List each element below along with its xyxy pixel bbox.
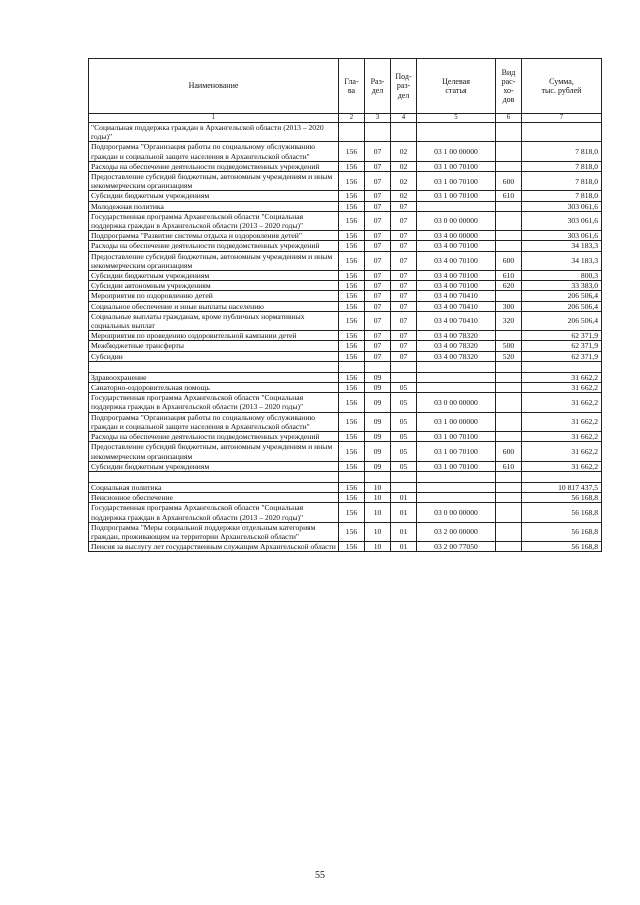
cell-sum: 31 662,2	[522, 393, 602, 412]
cell-razdel: 07	[365, 331, 391, 341]
cell-podrazdel: 01	[391, 542, 417, 552]
cell-target-article: 03 1 00 70100	[417, 161, 496, 171]
column-number: 1	[89, 114, 339, 123]
cell-name: Расходы на обеспечение деятельности подведомственных учреждений	[89, 432, 339, 442]
cell-razdel: 07	[365, 351, 391, 361]
table-row	[89, 281, 602, 291]
cell-podrazdel: 05	[391, 442, 417, 461]
cell-glava: 156	[339, 211, 365, 230]
cell-razdel: 07	[365, 311, 391, 330]
cell-glava: 156	[339, 142, 365, 161]
cell-name: Межбюджетные трансферты	[89, 341, 339, 351]
cell-podrazdel: 07	[391, 251, 417, 270]
cell-sum: 31 662,2	[522, 383, 602, 393]
blank-row	[89, 471, 602, 482]
cell-glava: 156	[339, 311, 365, 330]
cell-sum: 7 818,0	[522, 172, 602, 191]
cell-podrazdel: 07	[391, 301, 417, 311]
cell-expense-type	[496, 142, 522, 161]
column-number: 5	[417, 114, 496, 123]
cell-expense-type	[496, 361, 522, 372]
cell-name: "Социальная поддержка граждан в Архангельской области (2013 – 2020 годы)"	[89, 123, 339, 142]
table-row	[89, 301, 602, 311]
cell-razdel: 07	[365, 172, 391, 191]
cell-podrazdel: 07	[391, 331, 417, 341]
cell-target-article	[417, 123, 496, 142]
cell-target-article: 03 1 00 70100	[417, 172, 496, 191]
table-row	[89, 231, 602, 241]
cell-expense-type	[496, 161, 522, 171]
cell-podrazdel: 05	[391, 393, 417, 412]
cell-glava: 156	[339, 461, 365, 471]
cell-razdel: 07	[365, 231, 391, 241]
cell-sum: 303 061,6	[522, 211, 602, 230]
cell-name: Социальные выплаты гражданам, кроме публичных нормативных социальных выплат	[89, 311, 339, 330]
cell-razdel: 09	[365, 393, 391, 412]
table-row	[89, 383, 602, 393]
cell-sum: 31 662,2	[522, 461, 602, 471]
cell-razdel: 09	[365, 412, 391, 431]
cell-target-article: 03 0 00 00000	[417, 503, 496, 522]
cell-name: Предоставление субсидий бюджетным, автономным учреждениям и иным некоммерческим организациям	[89, 442, 339, 461]
cell-glava: 156	[339, 393, 365, 412]
table-row	[89, 482, 602, 492]
table-row	[89, 201, 602, 211]
table-row	[89, 211, 602, 230]
cell-glava: 156	[339, 522, 365, 541]
cell-razdel: 07	[365, 201, 391, 211]
cell-glava: 156	[339, 191, 365, 201]
cell-target-article	[417, 493, 496, 503]
cell-name: Подпрограмма "Меры социальной поддержки отдельным категориям граждан, проживающим на территории Архангельской области"	[89, 522, 339, 541]
cell-podrazdel: 07	[391, 311, 417, 330]
cell-sum: 31 662,2	[522, 432, 602, 442]
cell-glava	[339, 123, 365, 142]
cell-target-article: 03 1 00 70100	[417, 191, 496, 201]
cell-name: Государственная программа Архангельской области "Социальная поддержка граждан в Архангельской области (2013 – 2020 годы)"	[89, 503, 339, 522]
table-row	[89, 123, 602, 142]
cell-name: Пенсионное обеспечение	[89, 493, 339, 503]
cell-razdel: 10	[365, 493, 391, 503]
cell-glava: 156	[339, 372, 365, 382]
cell-podrazdel	[391, 471, 417, 482]
cell-target-article: 03 1 00 70100	[417, 432, 496, 442]
cell-glava: 156	[339, 542, 365, 552]
cell-expense-type: 620	[496, 281, 522, 291]
cell-sum: 10 817 437,5	[522, 482, 602, 492]
cell-razdel: 10	[365, 482, 391, 492]
cell-name: Расходы на обеспечение деятельности подведомственных учреждений	[89, 241, 339, 251]
cell-sum: 800,3	[522, 271, 602, 281]
cell-expense-type: 600	[496, 442, 522, 461]
header-razdel: Раз- дел	[365, 59, 391, 114]
cell-expense-type: 320	[496, 311, 522, 330]
cell-glava: 156	[339, 412, 365, 431]
cell-expense-type	[496, 201, 522, 211]
cell-glava: 156	[339, 442, 365, 461]
cell-name	[89, 471, 339, 482]
cell-target-article: 03 0 00 00000	[417, 211, 496, 230]
cell-glava: 156	[339, 281, 365, 291]
cell-name: Субсидии	[89, 351, 339, 361]
cell-glava: 156	[339, 301, 365, 311]
cell-podrazdel: 02	[391, 161, 417, 171]
cell-expense-type	[496, 471, 522, 482]
cell-expense-type: 500	[496, 341, 522, 351]
cell-razdel: 07	[365, 271, 391, 281]
cell-expense-type: 610	[496, 191, 522, 201]
cell-expense-type	[496, 393, 522, 412]
table-row	[89, 172, 602, 191]
table-row	[89, 241, 602, 251]
cell-razdel: 07	[365, 161, 391, 171]
cell-target-article: 03 1 00 00000	[417, 412, 496, 431]
cell-glava: 156	[339, 482, 365, 492]
cell-podrazdel: 07	[391, 341, 417, 351]
cell-name: Субсидии автономным учреждениям	[89, 281, 339, 291]
cell-razdel: 09	[365, 432, 391, 442]
header-podrazdel: Под- раз- дел	[391, 59, 417, 114]
cell-target-article: 03 2 00 00000	[417, 522, 496, 541]
cell-name: Социальное обеспечение и иные выплаты населению	[89, 301, 339, 311]
cell-podrazdel: 02	[391, 191, 417, 201]
cell-podrazdel: 05	[391, 461, 417, 471]
cell-podrazdel: 01	[391, 503, 417, 522]
column-number: 4	[391, 114, 417, 123]
column-number: 3	[365, 114, 391, 123]
cell-razdel: 10	[365, 503, 391, 522]
table-row	[89, 161, 602, 171]
cell-name: Государственная программа Архангельской области "Социальная поддержка граждан в Архангельской области (2013 – 2020 годы)"	[89, 393, 339, 412]
column-number: 2	[339, 114, 365, 123]
cell-podrazdel	[391, 123, 417, 142]
table-row	[89, 341, 602, 351]
cell-razdel: 07	[365, 301, 391, 311]
cell-target-article: 03 1 00 70100	[417, 461, 496, 471]
cell-target-article: 03 1 00 00000	[417, 142, 496, 161]
cell-razdel: 07	[365, 211, 391, 230]
cell-glava: 156	[339, 161, 365, 171]
cell-razdel: 09	[365, 461, 391, 471]
cell-razdel	[365, 123, 391, 142]
cell-sum: 34 183,3	[522, 251, 602, 270]
cell-sum: 56 168,8	[522, 493, 602, 503]
cell-name: Подпрограмма "Организация работы по социальному обслуживанию граждан и социальной защите населения в Архангельской области"	[89, 412, 339, 431]
cell-name: Здравоохранение	[89, 372, 339, 382]
cell-glava: 156	[339, 271, 365, 281]
table-row	[89, 503, 602, 522]
cell-sum: 34 183,3	[522, 241, 602, 251]
cell-target-article	[417, 383, 496, 393]
cell-podrazdel: 05	[391, 412, 417, 431]
cell-podrazdel: 07	[391, 231, 417, 241]
cell-target-article	[417, 482, 496, 492]
cell-podrazdel: 05	[391, 383, 417, 393]
table-row	[89, 351, 602, 361]
cell-target-article: 03 4 00 00000	[417, 231, 496, 241]
header-expense-type: Вид рас- хо- дов	[496, 59, 522, 114]
cell-expense-type: 520	[496, 351, 522, 361]
cell-target-article: 03 4 00 70100	[417, 251, 496, 270]
table-row	[89, 493, 602, 503]
column-number-row	[89, 114, 602, 123]
cell-podrazdel: 07	[391, 281, 417, 291]
cell-glava	[339, 471, 365, 482]
header-glava: Гла- ва	[339, 59, 365, 114]
cell-glava: 156	[339, 201, 365, 211]
cell-expense-type	[496, 493, 522, 503]
cell-glava: 156	[339, 241, 365, 251]
table-row	[89, 372, 602, 382]
cell-podrazdel: 01	[391, 522, 417, 541]
cell-expense-type	[496, 432, 522, 442]
cell-target-article: 03 4 00 78320	[417, 341, 496, 351]
cell-sum: 62 371,9	[522, 351, 602, 361]
table-row	[89, 291, 602, 301]
cell-razdel: 07	[365, 251, 391, 270]
cell-sum: 303 061,6	[522, 231, 602, 241]
cell-expense-type: 610	[496, 271, 522, 281]
cell-expense-type	[496, 542, 522, 552]
cell-target-article: 03 1 00 70100	[417, 442, 496, 461]
cell-podrazdel: 07	[391, 271, 417, 281]
cell-target-article: 03 4 00 70100	[417, 241, 496, 251]
cell-target-article: 03 4 00 70410	[417, 301, 496, 311]
cell-target-article	[417, 201, 496, 211]
cell-sum: 56 168,8	[522, 542, 602, 552]
cell-expense-type	[496, 241, 522, 251]
column-number: 7	[522, 114, 602, 123]
cell-glava: 156	[339, 493, 365, 503]
column-number: 6	[496, 114, 522, 123]
cell-expense-type	[496, 331, 522, 341]
cell-razdel: 09	[365, 442, 391, 461]
cell-podrazdel: 05	[391, 432, 417, 442]
cell-razdel: 07	[365, 191, 391, 201]
cell-razdel: 10	[365, 542, 391, 552]
cell-target-article	[417, 361, 496, 372]
cell-name: Санаторно-оздоровительная помощь	[89, 383, 339, 393]
table-row	[89, 271, 602, 281]
cell-name: Предоставление субсидий бюджетным, автономным учреждениям и иным некоммерческим организациям	[89, 251, 339, 270]
cell-razdel: 09	[365, 372, 391, 382]
cell-expense-type	[496, 291, 522, 301]
cell-name: Субсидии бюджетным учреждениям	[89, 461, 339, 471]
header-name: Наименование	[89, 59, 339, 114]
cell-razdel: 07	[365, 341, 391, 351]
cell-sum: 62 371,9	[522, 331, 602, 341]
cell-sum	[522, 361, 602, 372]
header-target-article: Целевая статья	[417, 59, 496, 114]
cell-podrazdel: 01	[391, 493, 417, 503]
cell-glava: 156	[339, 503, 365, 522]
cell-expense-type	[496, 482, 522, 492]
cell-name: Государственная программа Архангельской области "Социальная поддержка граждан в Архангельской области (2013 – 2020 годы)"	[89, 211, 339, 230]
cell-target-article: 03 4 00 70410	[417, 311, 496, 330]
cell-sum: 7 818,0	[522, 161, 602, 171]
cell-name	[89, 361, 339, 372]
cell-sum	[522, 471, 602, 482]
cell-expense-type	[496, 503, 522, 522]
cell-name: Молодежная политика	[89, 201, 339, 211]
cell-name: Пенсия за выслугу лет государственным служащим Архангельской области	[89, 542, 339, 552]
table-row	[89, 542, 602, 552]
cell-razdel: 07	[365, 291, 391, 301]
table-row	[89, 412, 602, 431]
table-row	[89, 251, 602, 270]
table-header-row	[89, 59, 602, 114]
header-sum: Сумма, тыс. рублей	[522, 59, 602, 114]
cell-podrazdel: 02	[391, 142, 417, 161]
cell-sum: 33 383,0	[522, 281, 602, 291]
cell-target-article	[417, 372, 496, 382]
cell-sum: 31 662,2	[522, 442, 602, 461]
cell-podrazdel	[391, 482, 417, 492]
cell-podrazdel: 07	[391, 241, 417, 251]
cell-name: Субсидии бюджетным учреждениям	[89, 271, 339, 281]
cell-razdel	[365, 471, 391, 482]
cell-target-article: 03 4 00 70410	[417, 291, 496, 301]
cell-name: Расходы на обеспечение деятельности подведомственных учреждений	[89, 161, 339, 171]
cell-name: Социальная политика	[89, 482, 339, 492]
cell-name: Предоставление субсидий бюджетным, автономным учреждениям и иным некоммерческим организациям	[89, 172, 339, 191]
table-row	[89, 331, 602, 341]
cell-podrazdel	[391, 372, 417, 382]
cell-target-article: 03 4 00 78320	[417, 351, 496, 361]
cell-expense-type	[496, 522, 522, 541]
cell-podrazdel: 07	[391, 201, 417, 211]
cell-podrazdel: 07	[391, 291, 417, 301]
cell-expense-type	[496, 383, 522, 393]
cell-razdel	[365, 361, 391, 372]
cell-glava	[339, 361, 365, 372]
cell-target-article: 03 4 00 78320	[417, 331, 496, 341]
cell-sum: 31 662,2	[522, 372, 602, 382]
cell-expense-type	[496, 211, 522, 230]
table-row	[89, 191, 602, 201]
cell-name: Мероприятия по проведению оздоровительной кампании детей	[89, 331, 339, 341]
table-row	[89, 442, 602, 461]
cell-expense-type: 610	[496, 461, 522, 471]
cell-expense-type: 300	[496, 301, 522, 311]
cell-sum: 7 818,0	[522, 142, 602, 161]
cell-target-article	[417, 471, 496, 482]
cell-expense-type	[496, 412, 522, 431]
cell-glava: 156	[339, 231, 365, 241]
cell-expense-type: 600	[496, 172, 522, 191]
table-row	[89, 432, 602, 442]
cell-glava: 156	[339, 331, 365, 341]
cell-glava: 156	[339, 351, 365, 361]
table-row	[89, 142, 602, 161]
cell-glava: 156	[339, 172, 365, 191]
cell-podrazdel: 07	[391, 211, 417, 230]
cell-name: Мероприятия по оздоровлению детей	[89, 291, 339, 301]
cell-expense-type: 600	[496, 251, 522, 270]
cell-target-article: 03 0 00 00000	[417, 393, 496, 412]
cell-sum: 206 506,4	[522, 301, 602, 311]
page-number: 55	[315, 870, 325, 881]
cell-sum: 62 371,9	[522, 341, 602, 351]
table-row	[89, 461, 602, 471]
cell-glava: 156	[339, 383, 365, 393]
cell-razdel: 07	[365, 142, 391, 161]
cell-podrazdel: 07	[391, 351, 417, 361]
cell-target-article: 03 4 00 70100	[417, 281, 496, 291]
cell-glava: 156	[339, 291, 365, 301]
blank-row	[89, 361, 602, 372]
table-row	[89, 393, 602, 412]
cell-podrazdel: 02	[391, 172, 417, 191]
cell-podrazdel	[391, 361, 417, 372]
cell-sum	[522, 123, 602, 142]
cell-razdel: 09	[365, 383, 391, 393]
cell-name: Подпрограмма "Организация работы по социальному обслуживанию граждан и социальной защите населения в Архангельской области"	[89, 142, 339, 161]
cell-glava: 156	[339, 251, 365, 270]
cell-sum: 56 168,8	[522, 522, 602, 541]
cell-razdel: 07	[365, 281, 391, 291]
cell-target-article: 03 2 00 77050	[417, 542, 496, 552]
cell-glava: 156	[339, 341, 365, 351]
cell-sum: 56 168,8	[522, 503, 602, 522]
cell-name: Подпрограмма "Развитие системы отдыха и оздоровления детей"	[89, 231, 339, 241]
cell-glava: 156	[339, 432, 365, 442]
cell-razdel: 07	[365, 241, 391, 251]
cell-expense-type	[496, 123, 522, 142]
cell-sum: 206 506,4	[522, 291, 602, 301]
cell-sum: 303 061,6	[522, 201, 602, 211]
cell-sum: 206 506,4	[522, 311, 602, 330]
cell-name: Субсидии бюджетным учреждениям	[89, 191, 339, 201]
table-row	[89, 522, 602, 541]
cell-razdel: 10	[365, 522, 391, 541]
budget-table	[88, 58, 602, 552]
cell-sum: 31 662,2	[522, 412, 602, 431]
cell-expense-type	[496, 231, 522, 241]
table-row	[89, 311, 602, 330]
cell-expense-type	[496, 372, 522, 382]
cell-target-article: 03 4 00 70100	[417, 271, 496, 281]
cell-sum: 7 818,0	[522, 191, 602, 201]
